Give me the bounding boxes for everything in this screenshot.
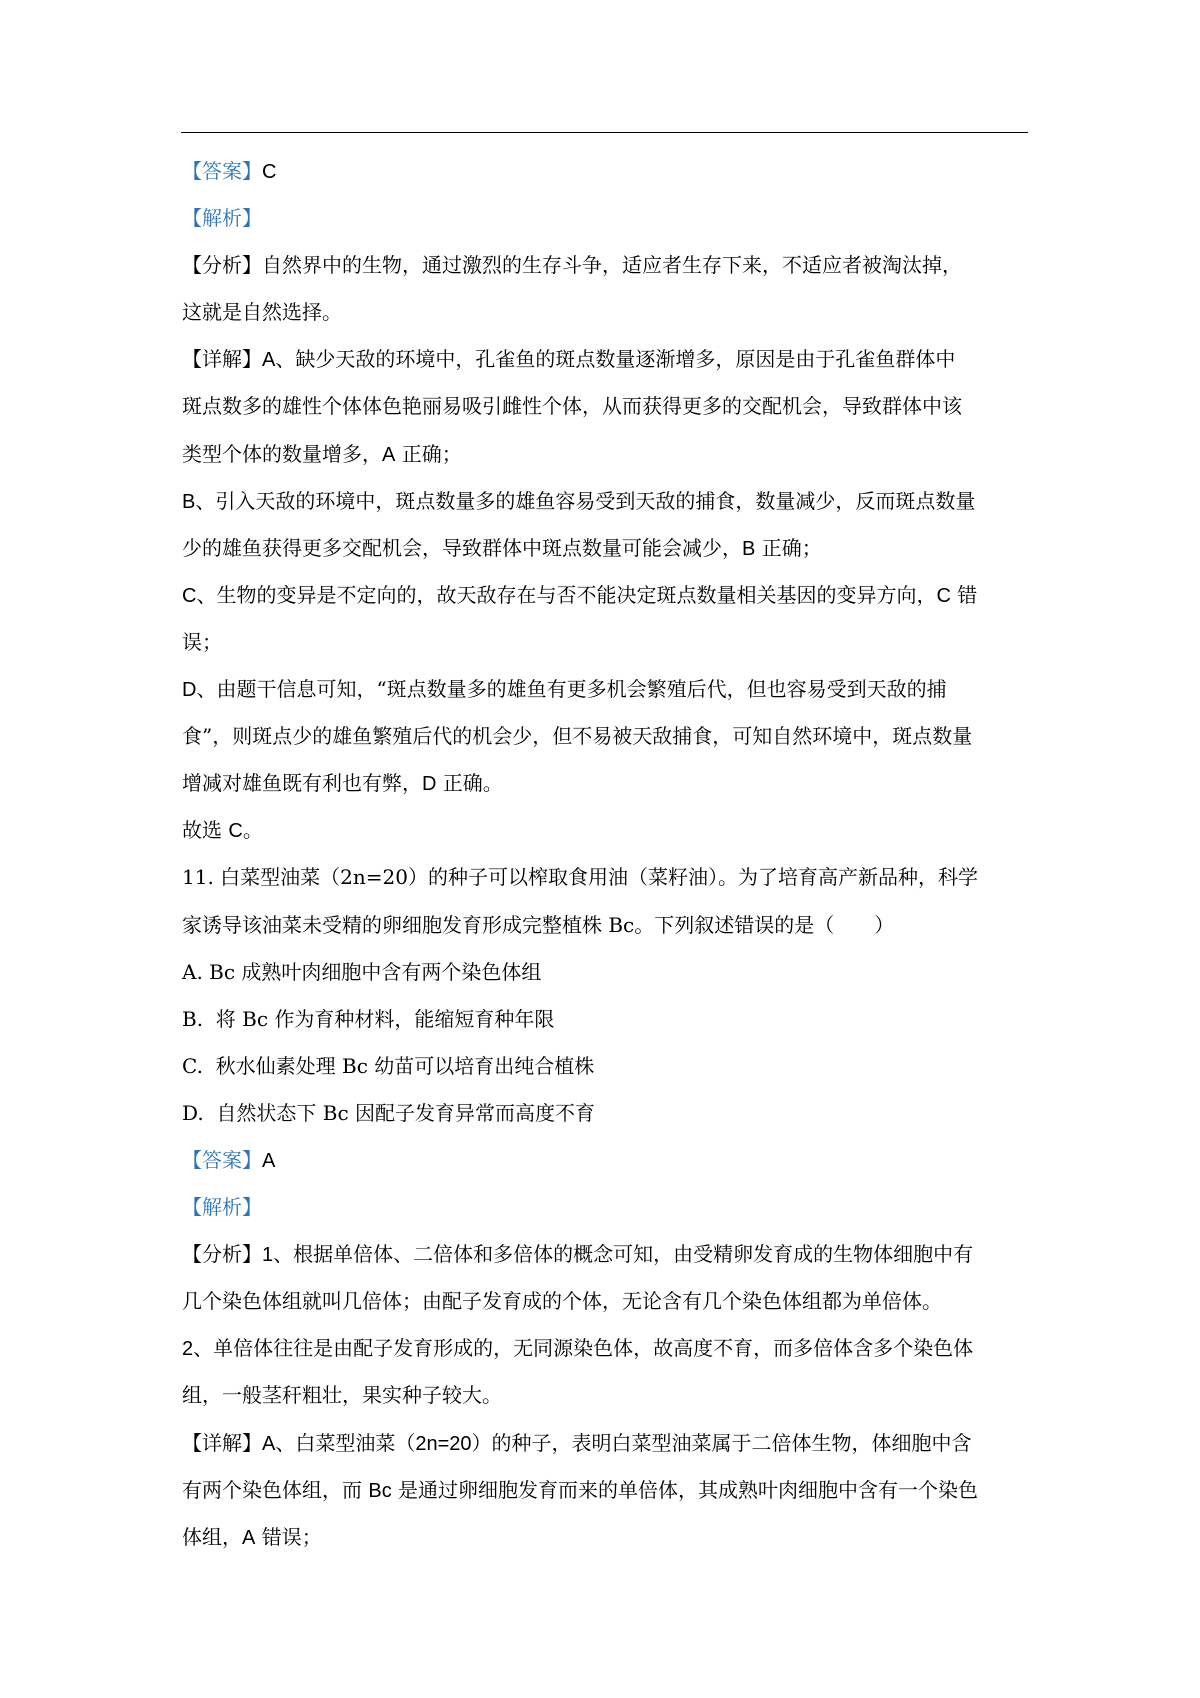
text-line (182, 336, 1030, 383)
text-line (182, 242, 1030, 289)
section-tag: 【答案】 (182, 1147, 262, 1172)
text-line (182, 1420, 1030, 1467)
text-run: 【详解】 (182, 347, 262, 372)
text-run: A (262, 1149, 276, 1172)
text-run: 、引入天敌的环境中，斑点数量多的雄鱼容易受到天敌的捕食，数量减少，反而斑点数量 (195, 488, 976, 513)
text-run: D (182, 679, 197, 702)
text-run: D. 自然状态下 Bc 因配子发育异常而高度不育 (182, 1100, 596, 1125)
text-line (182, 902, 1030, 949)
text-run: ）的种子，表明白菜型油菜属于二倍体生物，体细胞中含 (471, 1430, 972, 1455)
text-line (182, 289, 1030, 336)
text-line (182, 619, 1030, 666)
text-line (182, 1090, 1030, 1137)
text-line (182, 996, 1030, 1043)
text-run: 是通过卵细胞发育而来的单倍体，其成熟叶肉细胞中含有一个染色 (391, 1477, 979, 1502)
text-line (182, 1231, 1030, 1278)
text-run: 2n=20 (415, 1432, 472, 1455)
text-line (182, 854, 1030, 901)
text-run: 【分析】自然界中的生物，通过激烈的生存斗争，适应者生存下来，不适应者被淘汰掉， (182, 253, 962, 278)
section-tag: 【解析】 (182, 1195, 262, 1220)
text-run: A. Bc 成熟叶肉细胞中含有两个染色体组 (182, 959, 542, 984)
text-run: 2 (182, 1338, 194, 1361)
text-run: C (936, 584, 951, 607)
text-run: 有两个染色体组，而 (182, 1477, 369, 1502)
text-run: 正确。 (436, 771, 503, 796)
document-body (182, 148, 1030, 1561)
text-run: A (262, 1432, 276, 1455)
text-run: Bc (368, 1479, 392, 1502)
text-run: 、缺少天敌的环境中，孔雀鱼的斑点数量逐渐增多，原因是由于孔雀鱼群体中 (275, 347, 956, 372)
text-line (182, 1278, 1030, 1325)
text-run: 、白菜型油菜（ (275, 1430, 416, 1455)
text-run: A (262, 349, 276, 372)
text-run: 【分析】 (182, 1242, 262, 1267)
text-run: 斑点数多的雄性个体体色艳丽易吸引雌性个体，从而获得更多的交配机会，导致群体中该 (182, 394, 962, 419)
text-run: A (242, 1526, 256, 1549)
text-line (182, 1137, 1030, 1184)
text-line (182, 1325, 1030, 1372)
text-line (182, 1514, 1030, 1561)
text-run: 错误； (255, 1524, 322, 1549)
text-run: 少的雄鱼获得更多交配机会，导致群体中斑点数量可能会减少， (182, 535, 742, 560)
text-run: B. 将 Bc 作为育种材料，能缩短育种年限 (182, 1006, 555, 1031)
text-run: 组，一般茎秆粗壮，果实种子较大。 (182, 1383, 502, 1408)
text-run: C. 秋水仙素处理 Bc 幼苗可以培育出纯合植株 (182, 1053, 595, 1078)
text-line (182, 949, 1030, 996)
text-run: 11. 白菜型油菜（2n=20）的种子可以榨取食用油（菜籽油）。为了培育高产新品种，科学 (182, 865, 978, 890)
text-run: 故选 (182, 818, 229, 843)
text-run: 。 (242, 818, 263, 843)
text-run: 增减对雄鱼既有利也有弊， (182, 771, 422, 796)
text-run: 家诱导该油菜未受精的卵细胞发育形成完整植株 Bc。下列叙述错误的是（ ） (182, 912, 895, 937)
text-run: 、由题干信息可知，“斑点数量多的雄鱼有更多机会繁殖后代，但也容易受到天敌的捕 (196, 677, 947, 702)
text-run: 【详解】 (182, 1430, 262, 1455)
text-run: 这就是自然选择。 (182, 300, 342, 325)
text-run: 正确； (395, 441, 462, 466)
text-run: 、生物的变异是不定向的，故天敌存在与否不能决定斑点数量相关基因的变异方向， (196, 582, 937, 607)
text-run: C (182, 584, 197, 607)
text-run: D (422, 773, 437, 796)
text-line (182, 760, 1030, 807)
text-run: B (742, 537, 756, 560)
text-line (182, 572, 1030, 619)
text-run: 、单倍体往往是由配子发育形成的，无同源染色体，故高度不育，而多倍体含多个染色体 (193, 1336, 974, 1361)
text-run: 食”，则斑点少的雄鱼繁殖后代的机会少，但不易被天敌捕食，可知自然环境中，斑点数量 (182, 724, 973, 749)
text-run: 体组， (182, 1524, 242, 1549)
text-line (182, 383, 1030, 430)
text-line (182, 1467, 1030, 1514)
header-rule (181, 132, 1028, 133)
text-run: A (382, 443, 396, 466)
text-line (182, 1043, 1030, 1090)
text-run: 误； (182, 629, 222, 654)
text-run: 几个染色体组就叫几倍体；由配子发育成的个体，无论含有几个染色体组都为单倍体。 (182, 1289, 942, 1314)
text-run: 类型个体的数量增多， (182, 441, 382, 466)
text-line (182, 478, 1030, 525)
text-line (182, 525, 1030, 572)
text-run: 错 (950, 582, 978, 607)
text-line (182, 1184, 1030, 1231)
text-line (182, 666, 1030, 713)
text-line (182, 431, 1030, 478)
text-run: 正确； (755, 535, 822, 560)
text-run: C (228, 820, 243, 843)
text-run: 1 (262, 1244, 274, 1267)
text-line (182, 1372, 1030, 1419)
section-tag: 【答案】 (182, 159, 262, 183)
text-run: 、根据单倍体、二倍体和多倍体的概念可知，由受精卵发育成的生物体细胞中有 (273, 1242, 974, 1267)
text-run: B (182, 490, 196, 513)
text-run: C (262, 161, 277, 183)
text-line (182, 807, 1030, 854)
text-line (182, 195, 1030, 242)
section-tag: 【解析】 (182, 206, 262, 231)
text-line (182, 148, 1030, 195)
text-line (182, 713, 1030, 760)
